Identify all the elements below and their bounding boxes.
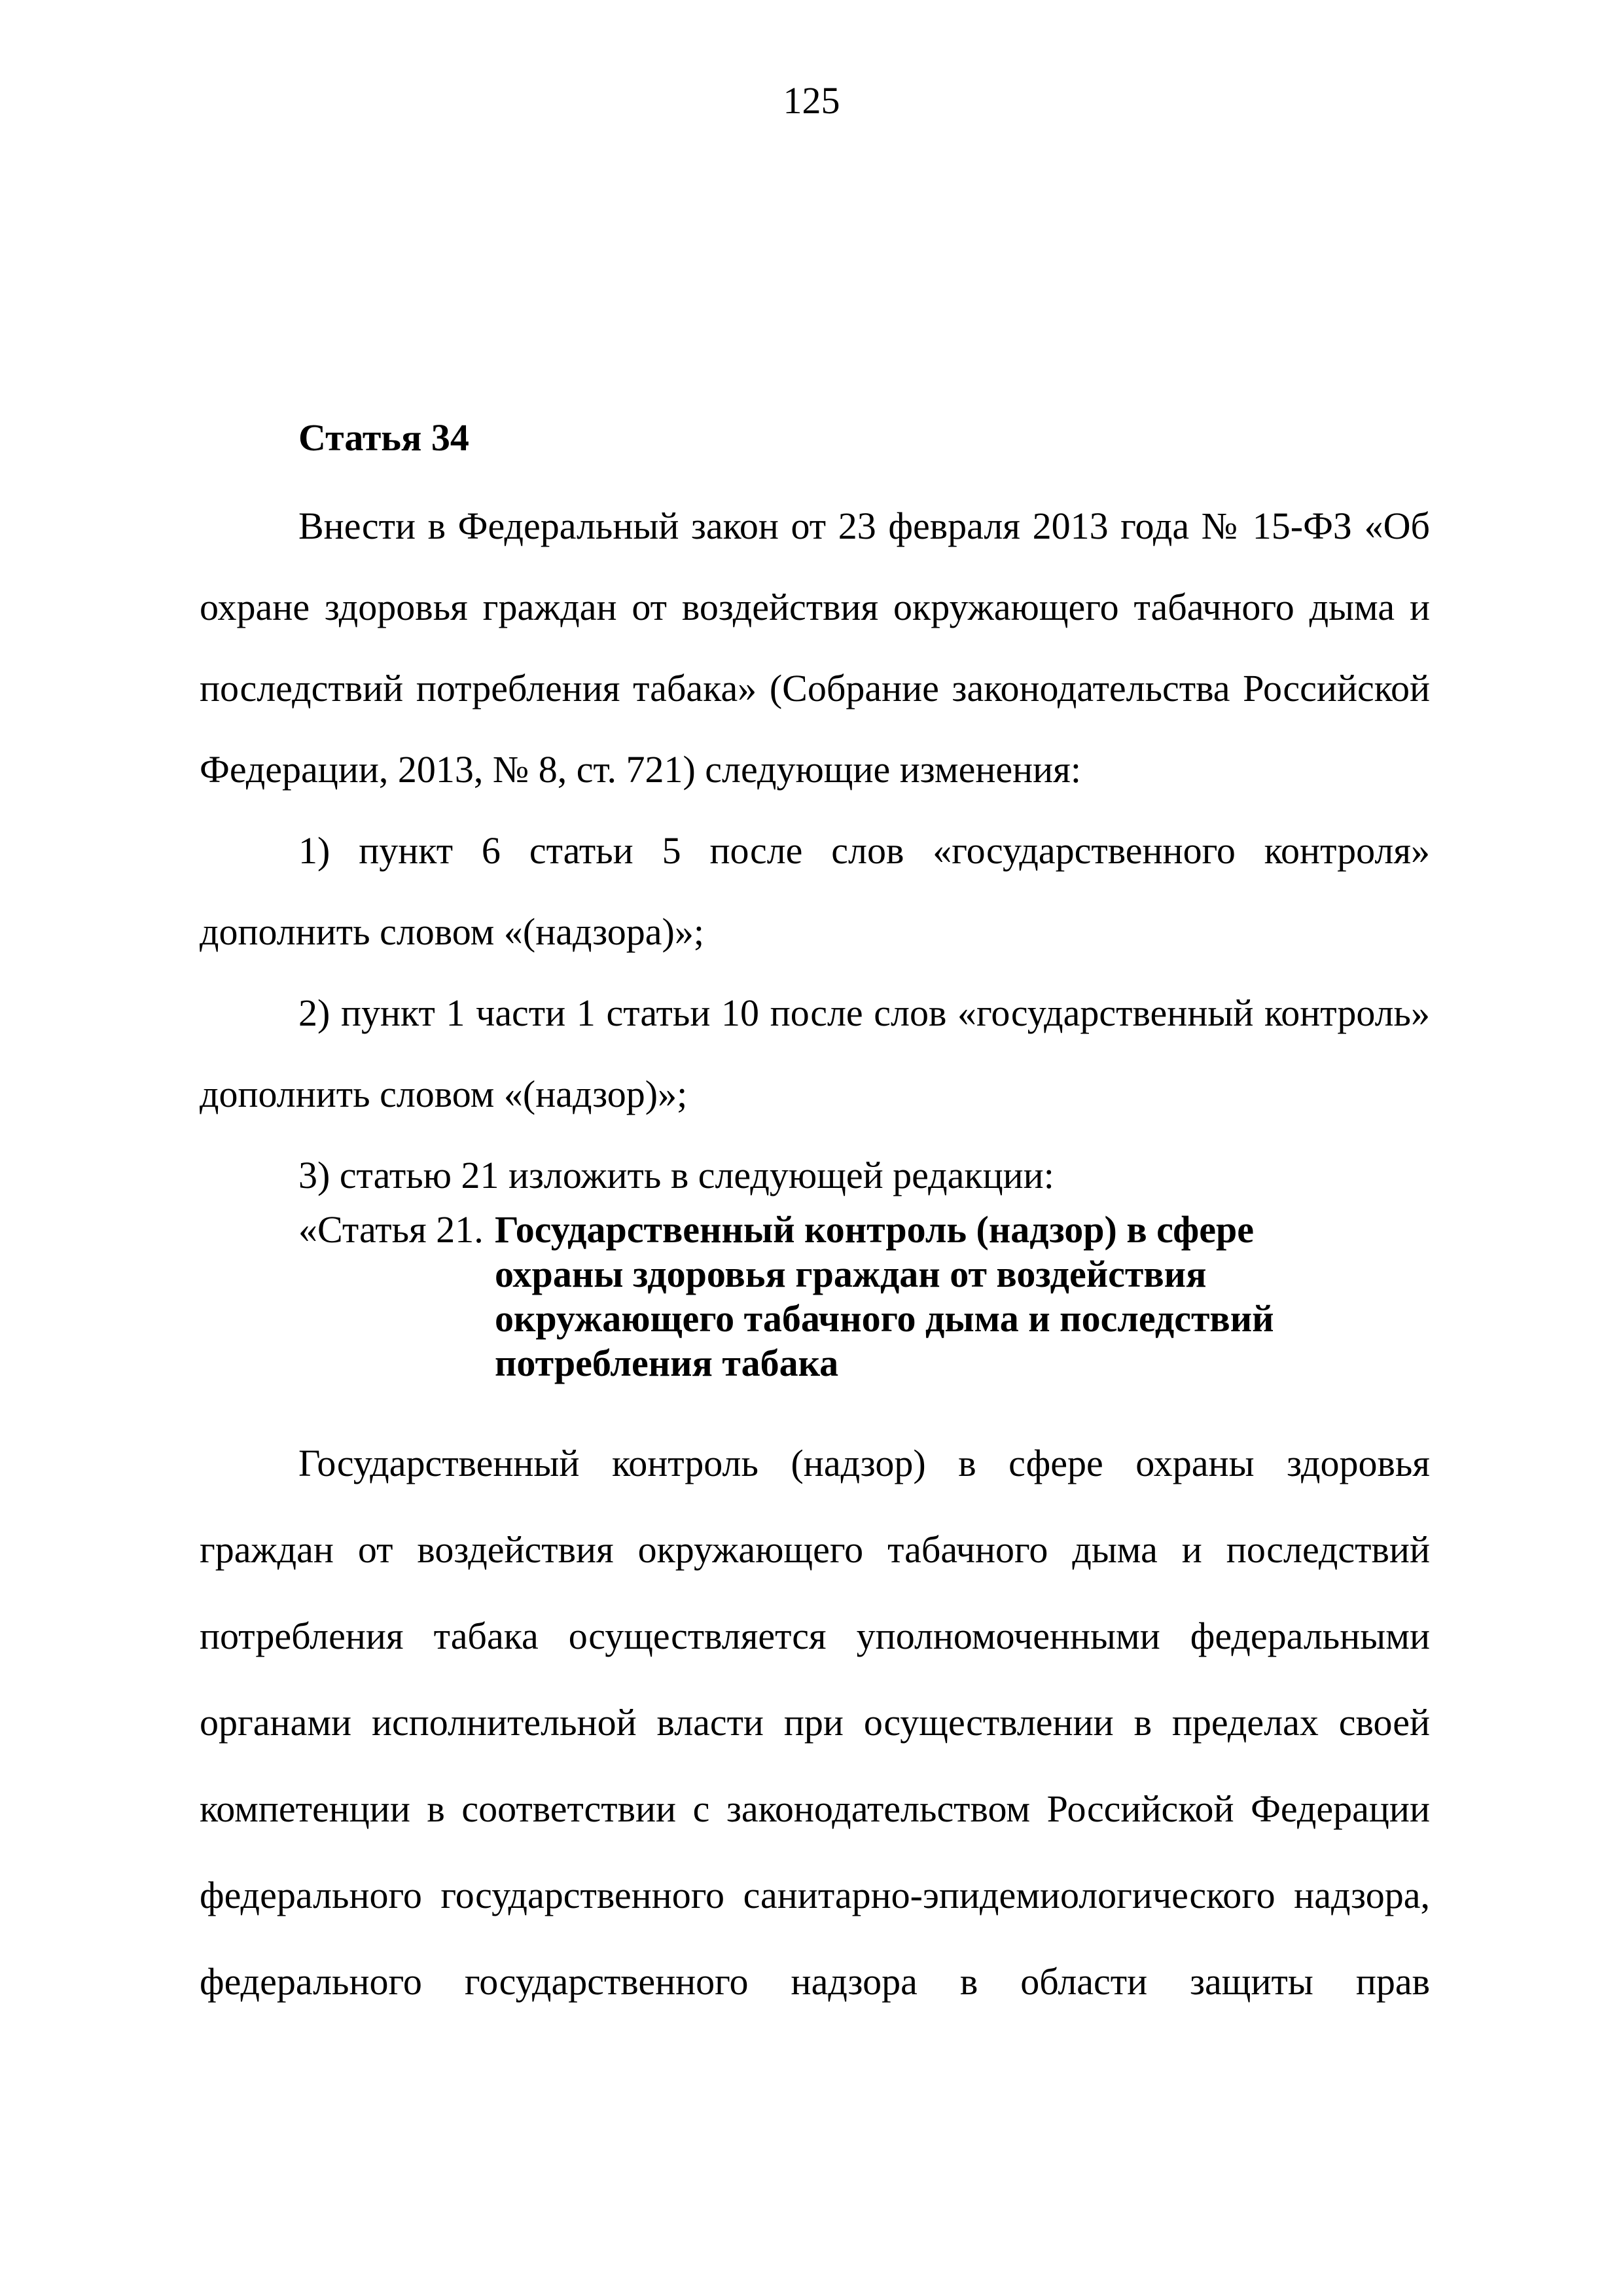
list-item-2: 2) пункт 1 части 1 статьи 10 после слов «государственный контроль» дополнить словом «(надзор)»; [200,992,1430,1115]
sub-article-heading [298,1208,1332,1386]
sub-article-body [200,1420,1430,2025]
amendment-paragraphs [200,486,1430,1216]
page-number: 125 [783,79,840,122]
list-item-3: 3) статью 21 изложить в следующей редакции: [298,1154,1054,1196]
sub-article-prefix: «Статья 21. [298,1208,484,1251]
intro-paragraph: Внести в Федеральный закон от 23 февраля 2013 года № 15-ФЗ «Об охране здоровья граждан от воздействия окружающего табачного дыма и последствий потребления табака» (Собрание законодательства Российской Федерации, 2013, № 8, ст. 721) следующие изменения: [200,505,1430,791]
article-heading: Статья 34 [298,416,469,459]
list-item-1: 1) пункт 6 статьи 5 после слов «государственного контроля» дополнить словом «(надзора)»; [200,829,1430,953]
body-paragraph: Государственный контроль (надзор) в сфере охраны здоровья граждан от воздействия окружающего табачного дыма и последствий потребления табака осуществляется уполномоченными федеральными органами исполнительной власти при осуществлении в пределах своей компетенции в соответствии с законодательством Российской Федерации федерального государственного санитарно-эпидемиологического надзора, федерального государственного надзора в области защиты прав [200,1442,1430,2003]
sub-article-title: Государственный контроль (надзор) в сфере охраны здоровья граждан от воздействия окружающего табачного дыма и последствий потребления табака [495,1208,1274,1384]
